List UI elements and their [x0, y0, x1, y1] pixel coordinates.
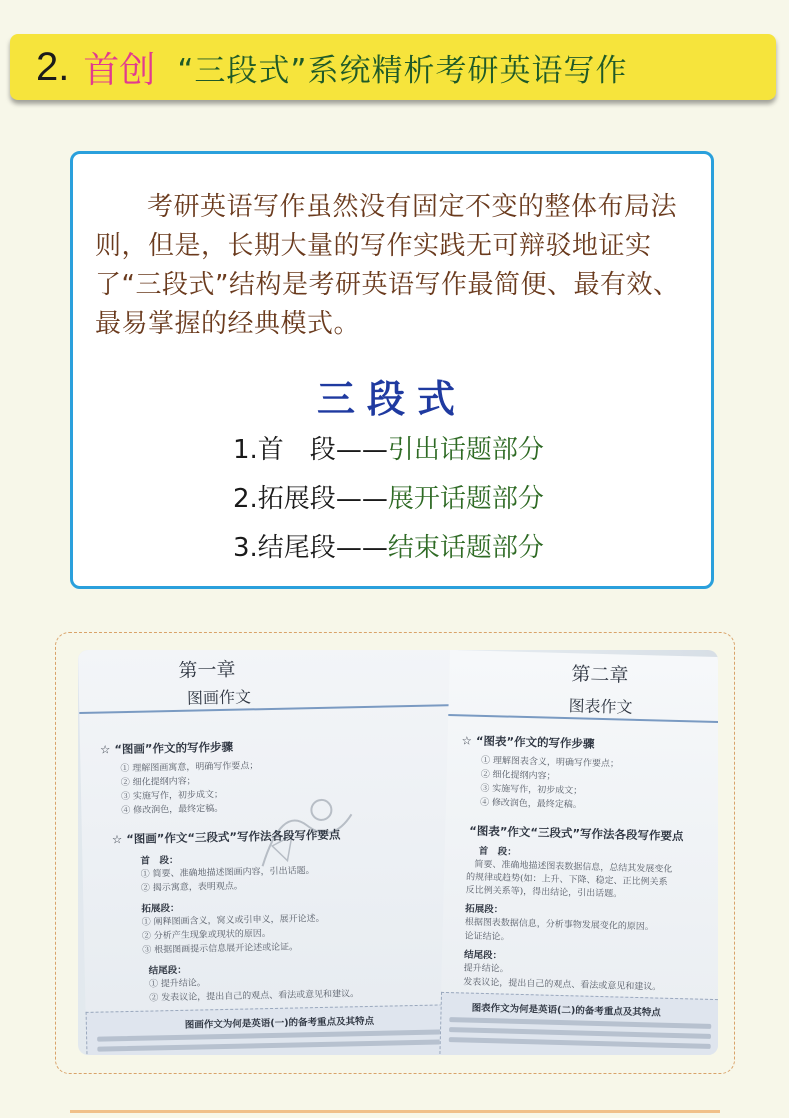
section-number: 2. — [36, 44, 70, 89]
book-page-right — [439, 650, 718, 1055]
info-box — [86, 1004, 469, 1055]
list-item — [233, 524, 673, 573]
intro-card — [70, 151, 714, 589]
subsection-label: 结尾段： — [463, 949, 503, 962]
text-line — [97, 1039, 452, 1051]
point-item: 的规律或趋势(如：上升、下降、稳定、正比例关系 — [465, 872, 668, 888]
step-item: ① 理解图表含义，明确写作要点； — [480, 755, 620, 770]
point-item: ② 分析产生现象或现状的原因。 — [141, 929, 271, 942]
list-item-desc: 结束话题部分 — [387, 533, 544, 563]
point-item: 提升结论。 — [463, 963, 509, 975]
book-photo — [78, 650, 718, 1055]
list-item-label: 3.结尾段 — [233, 533, 336, 563]
point-item: 反比例关系等)，得出结论，引出话题。 — [465, 885, 623, 900]
info-box-title: 图画作文为何是英语(一)的备考重点及其特点 — [184, 1015, 375, 1031]
point-item: 论证结论。 — [464, 931, 510, 943]
section-accent-title: 首创 — [83, 49, 156, 91]
section-heading: “图表”作文“三段式”写作法各段写作要点 — [469, 823, 684, 844]
list-item — [233, 475, 673, 524]
info-box-title: 图表作文为何是英语(二)的备考重点及其特点 — [471, 1002, 661, 1019]
point-item: 根据图表数据信息，分析事物发展变化的原因。 — [464, 917, 654, 933]
list-item-dash: —— — [335, 533, 388, 563]
intro-paragraph: 考研英语写作虽然没有固定不变的整体布局法则，但是，长期大量的写作实践无可辩驳地证实了“三段式”结构是考研英语写作最简便、最有效、最易掌握的经典模式。 — [95, 192, 680, 339]
bottom-divider — [70, 1110, 720, 1113]
point-item: ② 揭示寓意，表明观点。 — [140, 881, 243, 894]
point-item: ① 阐释图画含义，窝义或引申义，展开论述。 — [141, 913, 325, 928]
list-item-dash: —— — [335, 484, 388, 514]
step-item: ④ 修改润色，最终定稿。 — [479, 797, 582, 811]
subsection-label: 首 段： — [140, 854, 179, 867]
section-heading: ☆ “图画”作文“三段式”写作法各段写作要点 — [111, 827, 341, 847]
point-item: ② 发表议论，提出自己的观点、看法或意见和建议。 — [149, 989, 360, 1004]
list-item-label: 1.首 段 — [233, 435, 336, 465]
point-item: ③ 根据图画提示信息展开论述或论证。 — [142, 942, 299, 956]
chapter-title: 图表作文 — [568, 696, 633, 717]
section-heading: ☆ “图表”作文的写作步骤 — [461, 733, 595, 751]
point-item: ① 提升结论。 — [148, 978, 206, 990]
chapter-heading: 第一章 — [178, 658, 236, 682]
info-box — [439, 992, 718, 1055]
three-part-list — [233, 426, 673, 573]
step-item: ③ 实施写作，初步成文； — [480, 783, 583, 797]
section-banner — [10, 34, 776, 100]
point-item: ① 简要、准确地描述图画内容，引出话题。 — [140, 866, 315, 880]
subsection-label: 首 段： — [478, 845, 517, 858]
list-item — [233, 426, 673, 475]
three-part-heading: 三段式 — [316, 376, 467, 421]
list-item-label: 2.拓展段 — [233, 484, 336, 514]
point-item: 发表议论，提出自己的观点、看法或意见和建议。 — [463, 977, 662, 993]
step-item: ② 细化提纲内容； — [120, 776, 196, 789]
divider — [79, 704, 459, 714]
step-item: ③ 实施写作，初步成文； — [120, 789, 224, 803]
section-title: “三段式”系统精析考研英语写作 — [177, 52, 628, 89]
list-item-desc: 引出话题部分 — [387, 435, 544, 465]
subsection-label: 结尾段： — [148, 964, 187, 977]
section-heading: ☆ “图画”作文的写作步骤 — [99, 739, 234, 757]
list-item-desc: 展开话题部分 — [387, 484, 544, 514]
subsection-label: 拓展段： — [465, 903, 504, 916]
list-item-dash: —— — [335, 435, 388, 465]
subsection-label: 拓展段： — [141, 902, 180, 915]
chapter-heading: 第二章 — [571, 663, 629, 687]
step-item: ④ 修改润色，最终定稿。 — [121, 803, 224, 817]
step-item: ② 细化提纲内容； — [480, 769, 556, 782]
book-page-left — [78, 650, 466, 1055]
text-line — [449, 1037, 711, 1049]
step-item: ① 理解图画寓意，明确写作要点； — [120, 761, 259, 775]
point-item: 简要、准确地描述图表数据信息，总结其发展变化 — [474, 859, 673, 875]
chapter-title: 图画作文 — [186, 687, 252, 708]
